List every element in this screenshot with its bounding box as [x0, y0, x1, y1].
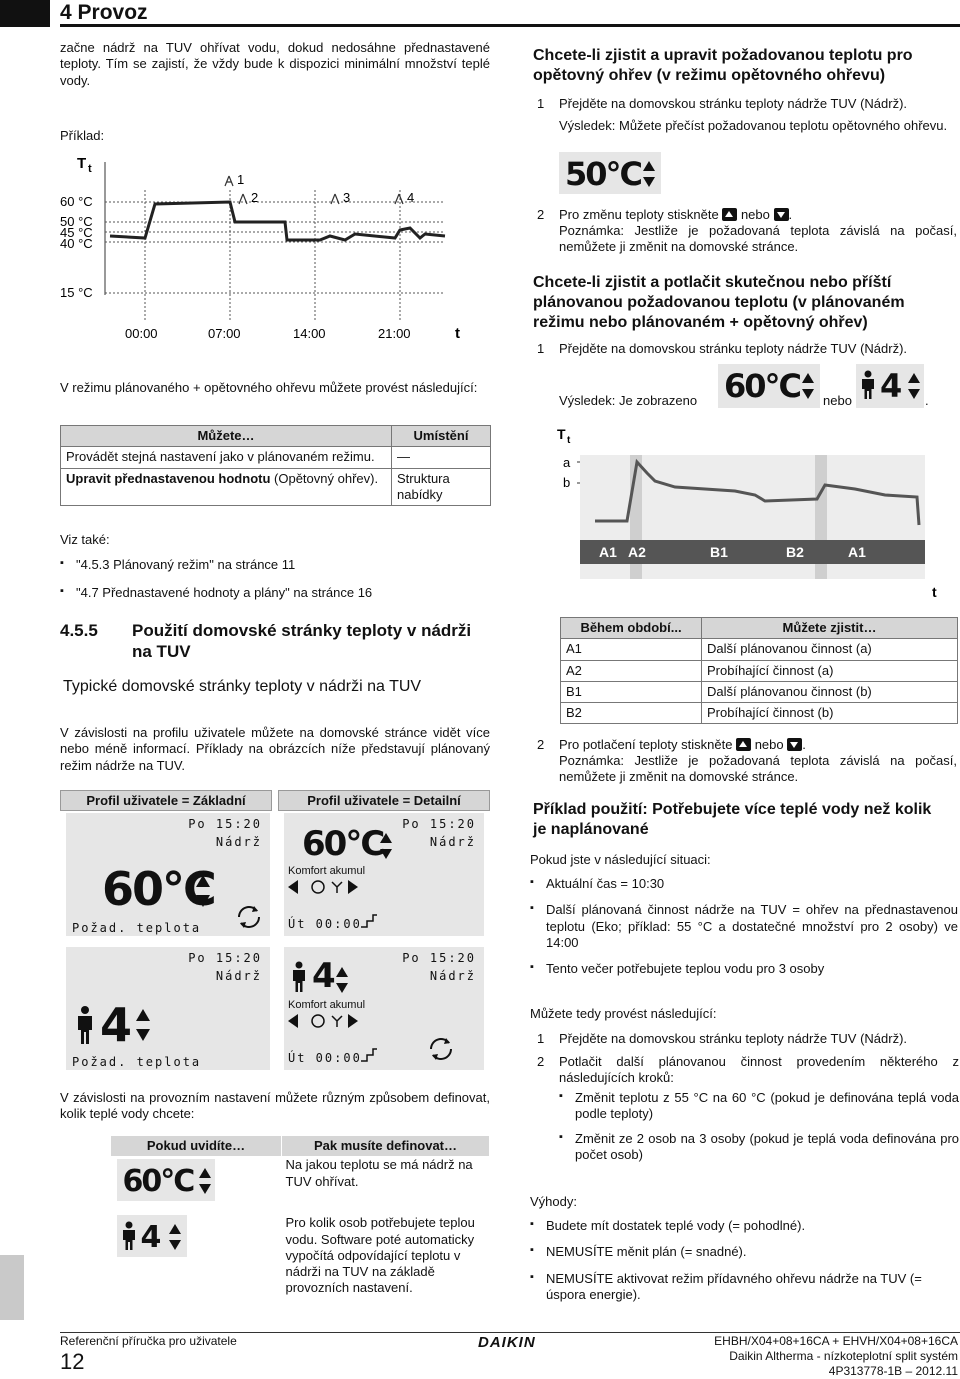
reheat-icon — [426, 1035, 456, 1063]
temp-display: 60°C — [117, 1159, 215, 1201]
table-header: Pak musíte definovat… — [282, 1136, 490, 1157]
band-label: A2 — [628, 544, 646, 560]
lcd-temp: 60°C — [302, 824, 384, 864]
mode-icons — [288, 879, 368, 895]
step-1b: 1 Přejděte na domovskou stránku teploty nádrže TUV (Nádrž). — [537, 341, 908, 356]
define-table — [110, 1135, 490, 1297]
list-item: ▪ NEMUSÍTE aktivovat režim přídavného ohřevu nádrže na TUV (= úspora energie). — [530, 1271, 958, 1304]
lcd-ut-time: Út 00:00 — [288, 917, 362, 931]
up-button-icon[interactable] — [736, 738, 751, 751]
footer-left: Referenční příručka pro uživatele — [60, 1334, 237, 1348]
ytick: 15 °C — [60, 285, 93, 300]
marker: 2 — [251, 190, 259, 205]
schedule-chart — [55, 150, 495, 345]
see-also-list — [60, 557, 490, 610]
list-item: ▪ Další plánovaná činnost nádrže na TUV = ohřev na přednastavenou teplotu (Eko; příklad: 55 °C a dostatečné množství pro 2 osoby) ve 14:00 — [530, 902, 958, 951]
up-down-icon — [380, 831, 392, 861]
up-down-icon — [908, 372, 920, 400]
reheat-icon — [234, 903, 264, 931]
result-2-label: Výsledek: Je zobrazeno — [559, 393, 698, 408]
section-number: 4.5.5 — [60, 621, 98, 640]
table-row: 4 Pro kolik osob potřebujete teplou vodu. Software poté automaticky vypočítá odpovídající teplotu v nádrži na TUV na základě provozních nastavení. — [111, 1205, 490, 1296]
heading-reheat: Chcete-li zjistit a upravit požadovanou teplotu pro opětovný ohřev (v režimu opětovného ohřevu) — [533, 47, 913, 84]
chart-ya: a — [563, 455, 571, 470]
section-heading — [60, 620, 490, 663]
profile-detail: Profil uživatele = Detailní — [278, 790, 490, 811]
ytick: 50 °C — [60, 214, 93, 229]
table-header: Umístění — [392, 426, 491, 447]
band-label: A1 — [848, 544, 866, 560]
lcd-tank: Nádrž — [429, 835, 476, 849]
person-icon — [290, 961, 308, 993]
lcd-temp: 60°C — [102, 862, 215, 916]
step-icon — [360, 913, 378, 929]
tap-icon — [225, 176, 233, 186]
marker: 4 — [407, 190, 415, 205]
sub-text: V závislosti na profilu uživatele můžete na domovské stránce vidět více nebo méně informací. Příklady na obrázcích níže představují plánovaný režim nádrže na TUV. — [60, 725, 490, 773]
up-button-icon[interactable] — [722, 208, 737, 221]
list-item: ▪ Budete mít dostatek teplé vody (= pohodlné). — [530, 1218, 958, 1234]
or-text: nebo — [823, 393, 852, 408]
table-row: Provádět stejná nastavení jako v plánovaném režimu. — — [61, 447, 491, 468]
note-2: Poznámka: Jestliže je požadovaná teplota závislá na počasí, nemůžete ji změnit na domovské stránce. — [559, 753, 957, 785]
up-down-icon — [336, 965, 348, 995]
person-icon — [121, 1221, 137, 1251]
xtick: 07:00 — [208, 326, 241, 341]
down-button-icon[interactable] — [787, 738, 802, 751]
up-down-icon — [802, 372, 814, 400]
can-step-1: 1 Přejděte na domovskou stránku teploty nádrže TUV (Nádrž). — [537, 1031, 908, 1046]
band-label: B1 — [710, 544, 728, 560]
lcd-day-time: Po 15:20 — [402, 951, 476, 965]
footer-right: EHBH/X04+08+16CA + EHVH/X04+08+16CA Daikin Altherma - nízkoteplotní split systém 4P313778-1B – 2012.11 — [714, 1334, 958, 1378]
step-icon — [360, 1047, 378, 1063]
people-display-4: 4 — [856, 364, 924, 408]
result-1: Výsledek: Můžete přečíst požadovanou teplotu opětovného ohřevu. — [559, 118, 948, 133]
lcd-basic-temp — [66, 813, 270, 936]
temp-display-50: 50°C — [559, 152, 661, 194]
intro-text: začne nádrž na TUV ohřívat vodu, dokud nedosáhne přednastavené teploty. Tím se zajistí, že vždy bude k dispozici minimální množství teplé vody. — [60, 40, 490, 88]
lcd-people: 4 — [312, 956, 334, 996]
table-row: 60°C Na jakou teplotu se má nádrž na TUV ohřívat. — [111, 1157, 490, 1206]
up-down-icon — [169, 1223, 181, 1251]
list-item: ▪ Změnit teplotu z 55 °C na 60 °C (pokud je definována teplá voda podle teploty) — [559, 1090, 959, 1123]
chart-yb: b — [563, 475, 571, 490]
lcd-komfort: Komfort akumul — [288, 999, 366, 1011]
lcd-tank: Nádrž — [215, 835, 262, 849]
header-rule — [60, 24, 960, 27]
periods-table — [560, 617, 958, 724]
list-item[interactable]: ▪ "4.5.3 Plánovaný režim" na stránce 11 — [60, 557, 490, 573]
marker: 3 — [343, 190, 351, 205]
can-label: Můžete tedy provést následující: — [530, 1006, 717, 1021]
list-item: ▪ NEMUSÍTE měnit plán (= snadné). — [530, 1244, 958, 1260]
see-also-label: Viz také: — [60, 532, 110, 547]
header-block — [0, 0, 50, 27]
lcd-tank: Nádrž — [215, 969, 262, 983]
note-1: Poznámka: Jestliže je požadovaná teplota závislá na počasí, nemůžete ji změnit na domovské stránce. — [559, 223, 957, 255]
xtick: 14:00 — [293, 326, 326, 341]
temp-display-60: 60°C — [718, 364, 820, 408]
lcd-komfort: Komfort akumul — [288, 865, 366, 877]
step-2b: 2 Pro potlačení teploty stiskněte nebo . — [537, 737, 806, 752]
op-text: V závislosti na provozním nastavení můžete různým způsobem definovat, kolik teplé vody chcete: — [60, 1090, 490, 1122]
lcd-day-time: Po 15:20 — [188, 817, 262, 831]
profile-headers — [60, 790, 490, 810]
period: . — [925, 393, 929, 408]
lcd-pozad: Požad. teplota — [72, 921, 202, 935]
band-label: A1 — [599, 544, 617, 560]
table-row: Upravit přednastavenou hodnotu (Opětovný ohřev). Struktura nabídky — [61, 468, 491, 506]
list-item: ▪ Změnit ze 2 osob na 3 osoby (pokud je teplá voda definována pro počet osob) — [559, 1131, 959, 1164]
person-icon — [74, 1005, 96, 1045]
ytick: 40 °C — [60, 236, 93, 251]
table-row: B1 Další plánovanou činnost (b) — [561, 681, 958, 702]
section-title: Použití domovské stránky teploty v nádrži na TUV — [132, 621, 472, 662]
situation-list — [530, 876, 958, 985]
page-header — [0, 0, 960, 24]
up-down-icon — [136, 1007, 150, 1043]
sub-title: Typické domovské stránky teploty v nádrži na TUV — [63, 678, 422, 695]
up-down-icon — [199, 1167, 211, 1195]
example-label: Příklad: — [60, 128, 105, 143]
list-item: ▪ Tento večer potřebujete teplou vodu pro 3 osoby — [530, 961, 958, 977]
brand-logo: DAIKIN — [478, 1334, 536, 1351]
up-down-icon — [643, 160, 655, 188]
profile-basic: Profil uživatele = Základní — [60, 790, 272, 811]
xtick: 00:00 — [125, 326, 158, 341]
chart-ylabel: T — [77, 155, 87, 172]
xtick: 21:00 — [378, 326, 411, 341]
table-header: Pokud uvidíte… — [111, 1136, 282, 1157]
situation-label: Pokud jste v následující situaci: — [530, 852, 711, 867]
chart-ylabel: T — [557, 426, 566, 442]
lcd-day-time: Po 15:20 — [188, 951, 262, 965]
can-sublist — [559, 1090, 959, 1171]
chart-ysub: t — [88, 163, 92, 175]
footer-rule — [60, 1332, 960, 1333]
actions-table — [60, 425, 491, 506]
table-header: Můžete… — [61, 426, 392, 447]
down-button-icon[interactable] — [774, 208, 789, 221]
lcd-detail-temp — [284, 813, 484, 936]
up-down-icon — [196, 873, 210, 909]
step-2: 2 Pro změnu teploty stiskněte nebo . — [537, 207, 793, 222]
ytick: 60 °C — [60, 194, 93, 209]
step-1: 1 Přejděte na domovskou stránku teploty nádrže TUV (Nádrž). — [537, 96, 908, 111]
heading-example: Příklad použití: Potřebujete více teplé vody než kolik je naplánované — [533, 801, 932, 838]
list-item[interactable]: ▪ "4.7 Přednastavené hodnoty a plány" na stránce 16 — [60, 585, 490, 601]
list-item: ▪ Aktuální čas = 10:30 — [530, 876, 958, 892]
table-row: B2 Probíhající činnost (b) — [561, 703, 958, 724]
mode-icons — [288, 1013, 368, 1029]
side-tab — [0, 1255, 24, 1320]
marker: 1 — [237, 172, 245, 187]
benefits-list — [530, 1218, 958, 1311]
benefits-label: Výhody: — [530, 1194, 577, 1209]
table-header: Můžete zjistit… — [702, 618, 958, 639]
lcd-detail-people — [284, 947, 484, 1070]
lcd-ut-time: Út 00:00 — [288, 1051, 362, 1065]
chart-xlabel: t — [455, 325, 460, 342]
lcd-people: 4 — [100, 998, 131, 1052]
person-icon — [860, 370, 876, 400]
table-row: A1 Další plánovanou činnost (a) — [561, 639, 958, 660]
override-chart — [555, 425, 960, 605]
table-row: A2 Probíhající činnost (a) — [561, 660, 958, 681]
people-display: 4 — [117, 1215, 187, 1257]
ytick: 45 °C — [60, 225, 93, 240]
lcd-day-time: Po 15:20 — [402, 817, 476, 831]
lcd-tank: Nádrž — [429, 969, 476, 983]
lcd-basic-people — [66, 947, 270, 1070]
sched-intro: V režimu plánovaného + opětovného ohřevu můžete provést následující: — [60, 380, 478, 395]
heading-override: Chcete-li zjistit a potlačit skutečnou nebo příští plánovanou požadovanou teplotu (v plánovaném režimu nebo plánovaném + opětovný ohřev) — [533, 274, 905, 331]
bold-text: Upravit přednastavenou hodnotu — [66, 470, 271, 486]
can-step-2: 2 Potlačit další plánovanou činnost provedením některého z následujících kroků: — [537, 1054, 959, 1086]
lcd-pozad: Požad. teplota — [72, 1055, 202, 1069]
table-header: Během období... — [561, 618, 702, 639]
chart-ysub: t — [567, 435, 571, 446]
page-title: 4 Provoz — [60, 1, 148, 24]
page-number: 12 — [60, 1349, 85, 1374]
band-label: B2 — [786, 544, 804, 560]
chart-xlabel: t — [932, 584, 937, 600]
